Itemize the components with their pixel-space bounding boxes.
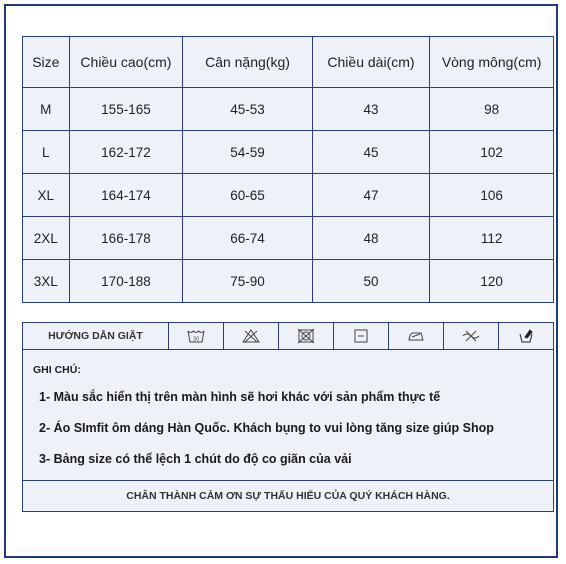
line-dry-icon bbox=[352, 328, 370, 344]
cell-height: 162-172 bbox=[69, 131, 183, 174]
cell-weight: 60-65 bbox=[183, 174, 312, 217]
header-length: Chiều dài(cm) bbox=[312, 37, 430, 88]
size-table bbox=[22, 36, 554, 303]
cell-hip: 102 bbox=[430, 131, 554, 174]
cell-height: 155-165 bbox=[69, 88, 183, 131]
thank-you-message: CHÂN THÀNH CẢM ƠN SỰ THẤU HIỂU CỦA QUÝ KHÁCH HÀNG. bbox=[23, 480, 553, 511]
cell-length: 50 bbox=[312, 260, 430, 303]
notes-section bbox=[23, 350, 553, 466]
table-row bbox=[23, 88, 554, 131]
table-row bbox=[23, 217, 554, 260]
cell-length: 43 bbox=[312, 88, 430, 131]
care-instructions-box bbox=[22, 322, 554, 512]
cell-length: 47 bbox=[312, 174, 430, 217]
wash-30-icon bbox=[187, 328, 205, 344]
cell-hip: 106 bbox=[430, 174, 554, 217]
no-bleach-icon bbox=[242, 328, 260, 344]
note-item: 2- Áo SImfit ôm dáng Hàn Quốc. Khách bụng to vui lòng tăng size giúp Shop bbox=[39, 421, 494, 435]
header-weight: Cân nặng(kg) bbox=[183, 37, 312, 88]
no-tumble-dry-icon bbox=[297, 328, 315, 344]
cell-hip: 112 bbox=[430, 217, 554, 260]
size-chart-frame bbox=[4, 4, 558, 558]
header-size: Size bbox=[23, 37, 70, 88]
cell-size: 3XL bbox=[23, 260, 70, 303]
cell-height: 170-188 bbox=[69, 260, 183, 303]
care-icons-row bbox=[23, 323, 553, 350]
iron-low-icon bbox=[407, 328, 425, 344]
cell-size: M bbox=[23, 88, 70, 131]
table-row bbox=[23, 260, 554, 303]
header-height: Chiều cao(cm) bbox=[69, 37, 183, 88]
size-table-header bbox=[23, 37, 554, 88]
note-item: 3- Bảng size có thể lệch 1 chút do độ co giãn của vải bbox=[39, 452, 352, 466]
cell-size: XL bbox=[23, 174, 70, 217]
cell-size: L bbox=[23, 131, 70, 174]
care-label: HƯỚNG DẪN GIẶT bbox=[23, 323, 169, 349]
cell-size: 2XL bbox=[23, 217, 70, 260]
note-item: 1- Màu sắc hiển thị trên màn hình sẽ hơi khác với sản phẩm thực tế bbox=[39, 390, 441, 404]
cell-weight: 45-53 bbox=[183, 88, 312, 131]
cell-length: 45 bbox=[312, 131, 430, 174]
table-row bbox=[23, 131, 554, 174]
svg-text:30: 30 bbox=[192, 336, 200, 343]
cell-hip: 98 bbox=[430, 88, 554, 131]
cell-length: 48 bbox=[312, 217, 430, 260]
cell-weight: 75-90 bbox=[183, 260, 312, 303]
cell-hip: 120 bbox=[430, 260, 554, 303]
header-hip: Vòng mông(cm) bbox=[430, 37, 554, 88]
cell-height: 166-178 bbox=[69, 217, 183, 260]
table-row bbox=[23, 174, 554, 217]
hand-wash-icon bbox=[517, 328, 535, 344]
cell-weight: 66-74 bbox=[183, 217, 312, 260]
no-dry-clean-icon bbox=[462, 328, 480, 344]
cell-weight: 54-59 bbox=[183, 131, 312, 174]
cell-height: 164-174 bbox=[69, 174, 183, 217]
notes-title: GHI CHÚ: bbox=[33, 364, 81, 376]
